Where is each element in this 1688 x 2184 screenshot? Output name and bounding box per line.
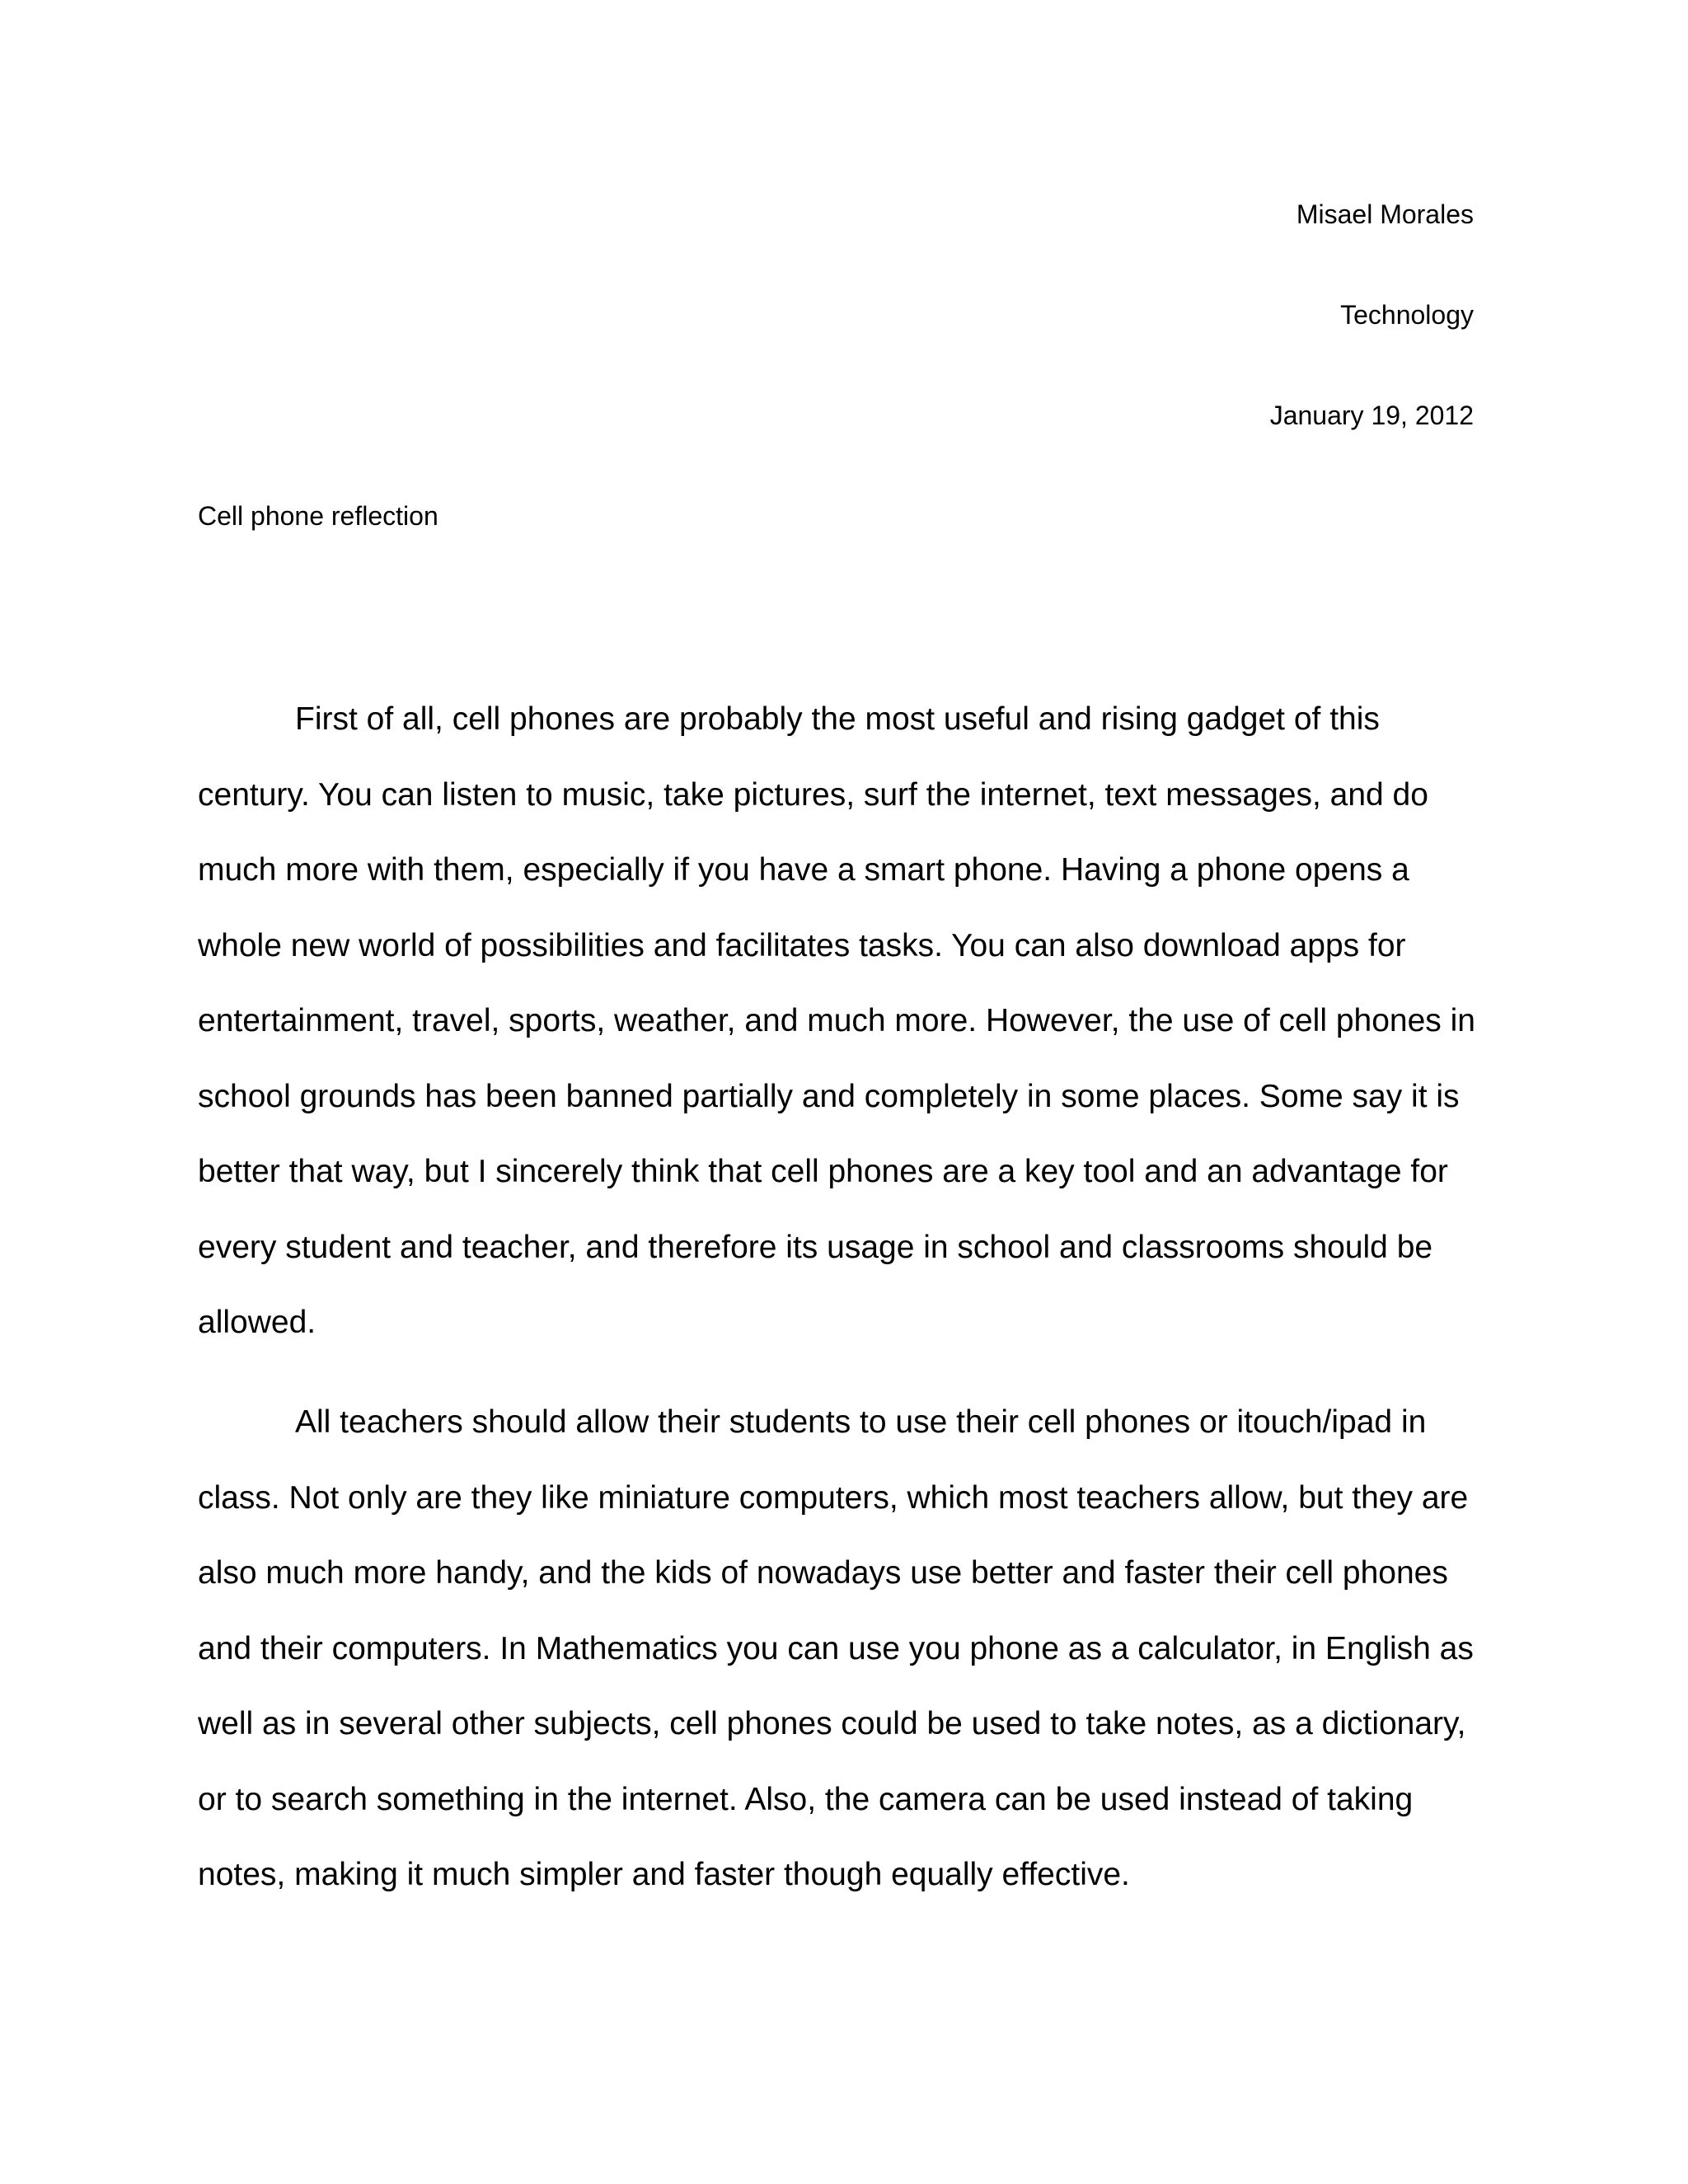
author-name: Misael Morales	[1296, 199, 1474, 229]
body-paragraph: All teachers should allow their students to use their cell phones or itouch/ipad in class. Not only are they like miniature computers, which most teachers allow, but they are also much more handy, and the kids of nowadays use better and faster their cell phones and their computers. In Mathematics you can use you phone as a calculator, in English as well as in several other subjects, cell phones could be used to take notes, as a dictionary, or to search something in the internet. Also, the camera can be used instead of taking notes, making it much simpler and faster though equally effective.	[198, 1404, 1474, 1892]
document-title: Cell phone reflection	[198, 501, 438, 531]
course-name: Technology	[1340, 300, 1474, 330]
body-paragraph: First of all, cell phones are probably the most useful and rising gadget of this century. You can listen to music, take pictures, surf the internet, text messages, and do much more with them, especially if you have a smart phone. Having a phone opens a whole new world of possibilities and facilitates tasks. You can also download apps for entertainment, travel, sports, weather, and much more. However, the use of cell phones in school grounds has been banned partially and completely in some places. Some say it is better that way, but I sincerely think that cell phones are a key tool and an advantage for every student and teacher, and therefore its usage in school and classrooms should be allowed.	[198, 701, 1475, 1340]
document-date: January 19, 2012	[1269, 401, 1474, 430]
